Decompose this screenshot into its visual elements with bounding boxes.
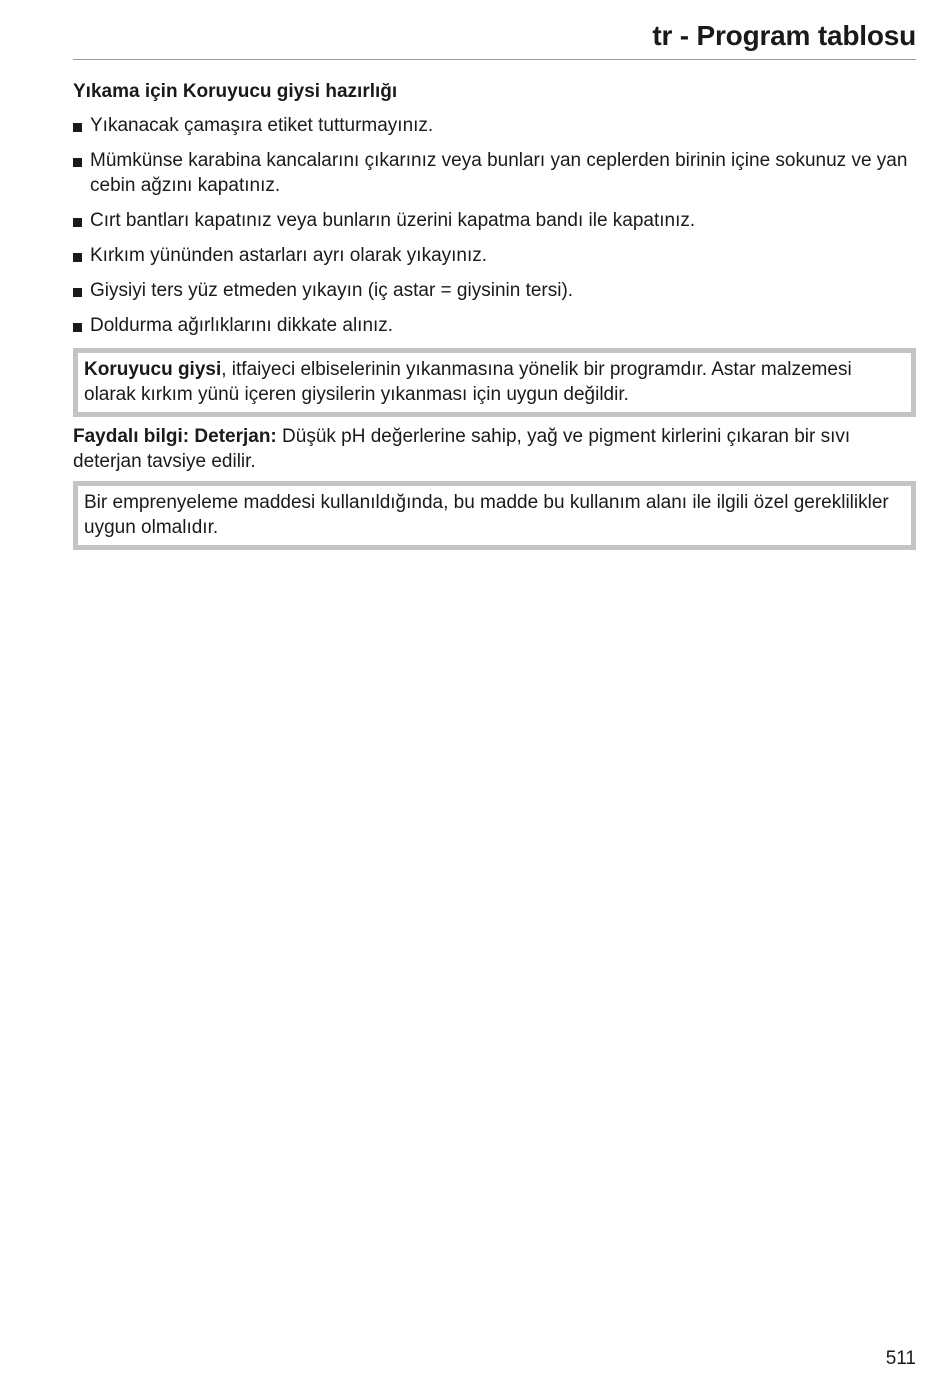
square-bullet-icon bbox=[73, 288, 82, 297]
list-item-text: Cırt bantları kapatınız veya bunların üzerini kapatma bandı ile kapatınız. bbox=[90, 210, 696, 231]
preparation-list bbox=[73, 113, 916, 338]
list-item-text: Giysiyi ters yüz etmeden yıkayın (iç astar = giysinin tersi). bbox=[90, 280, 574, 301]
list-item bbox=[73, 148, 916, 198]
list-item-text: Doldurma ağırlıklarını dikkate alınız. bbox=[90, 315, 394, 336]
list-item bbox=[73, 113, 916, 138]
note-text: Bir emprenyeleme maddesi kullanıldığında, bu madde bu kullanım alanı ile ilgili özel gereklilikler uygun olmalıdır. bbox=[84, 492, 889, 538]
square-bullet-icon bbox=[73, 323, 82, 332]
tip-label: Faydalı bilgi: Deterjan: bbox=[73, 426, 277, 447]
square-bullet-icon bbox=[73, 253, 82, 262]
list-item-text: Mümkünse karabina kancalarını çıkarınız veya bunları yan ceplerden birinin içine sokunuz ve yan cebin ağzını kapatınız. bbox=[90, 150, 908, 196]
list-item-text: Yıkanacak çamaşıra etiket tutturmayınız. bbox=[90, 115, 434, 136]
note-box-program bbox=[73, 348, 916, 417]
list-item bbox=[73, 278, 916, 303]
list-item-text: Kırkım yününden astarları ayrı olarak yıkayınız. bbox=[90, 245, 488, 266]
tip-text: Düşük pH değerlerine sahip, yağ ve pigment kirlerini çıkaran bir sıvı deterjan tavsiye edilir. bbox=[73, 426, 851, 472]
square-bullet-icon bbox=[73, 218, 82, 227]
note-box-impregnation bbox=[73, 481, 916, 550]
square-bullet-icon bbox=[73, 123, 82, 132]
header-divider bbox=[73, 59, 916, 60]
section-heading: Yıkama için Koruyucu giysi hazırlığı bbox=[73, 81, 398, 102]
tip-paragraph bbox=[73, 424, 916, 474]
square-bullet-icon bbox=[73, 158, 82, 167]
note-bold-term: Koruyucu giysi bbox=[84, 359, 222, 380]
page-content bbox=[73, 79, 916, 557]
list-item bbox=[73, 313, 916, 338]
page-number: 511 bbox=[885, 1348, 916, 1369]
list-item bbox=[73, 243, 916, 268]
list-item bbox=[73, 208, 916, 233]
page-header-title: tr - Program tablosu bbox=[652, 20, 916, 51]
note-text: , itfaiyeci elbiselerinin yıkanmasına yönelik bir programdır. Astar malzemesi olarak kırkım yünü içeren giysilerin yıkanması için uygun değildir. bbox=[84, 359, 852, 405]
